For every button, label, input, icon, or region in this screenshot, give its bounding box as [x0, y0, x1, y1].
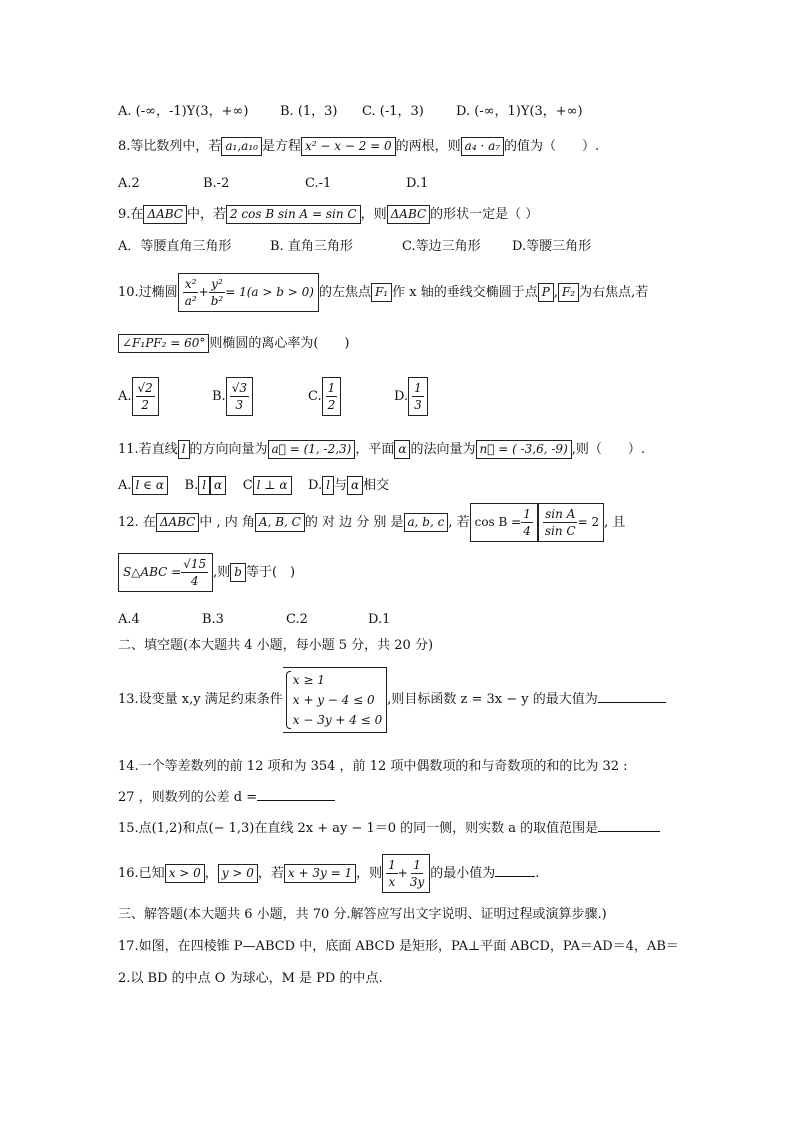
- q16-answer-blank[interactable]: [495, 876, 535, 877]
- q8-option-d: D.1: [406, 176, 429, 191]
- q12-formula-ratio: $\frac{\text{sin A}}{\text{sin C}}$ = 2: [538, 503, 604, 542]
- q12-stem-2: S△ABC = $\frac{√15}{4}$ ,则 b 等于( ): [118, 552, 295, 594]
- q9-option-a: A．等腰直角三角形: [118, 239, 232, 254]
- q11-option-c: l ⊥ α: [253, 476, 292, 495]
- q11-normal-vector: n⃗ = ( -3,6, -9): [476, 440, 572, 459]
- q13-stem: 13.设变量 x,y 满足约束条件 x ≥ 1 x + y − 4 ≤ 0 x − 3y + 4 ≤ 0 ,则目标函数 z = 3x − y 的最大值为: [118, 664, 666, 736]
- q7-option-b: B. (1，3): [280, 104, 338, 119]
- q10-ellipse-equation: $\frac{\text{x²}}{\text{a²}}$ + $\frac{\text{y²}}{\text{b²}}$ = 1(a > b > 0): [178, 273, 319, 312]
- q10-option-a: A. $\frac{√2}{2}$: [118, 376, 159, 418]
- q7-option-a: A. (-∞，-1)Y(3，+∞): [118, 104, 249, 119]
- q16-stem: 16.已知 x > 0 ， y > 0 ，若 x + 3y = 1 ，则 $\frac{1}{x}$ + $\frac{1}{3y}$ 的最小值为 .: [118, 853, 539, 895]
- q10-option-d: D. $\frac{1}{3}$: [394, 376, 428, 418]
- q9-stem: 9.在 ΔABC 中，若 2 cos B sin A = sin C ，则 ΔABC 的形状一定是（ ）: [118, 207, 539, 222]
- q16-formula-sum: $\frac{1}{x}$ + $\frac{1}{3y}$: [382, 854, 430, 893]
- q12-option-c: C.2: [286, 612, 308, 627]
- q8-option-a: A.2: [118, 176, 140, 191]
- q10-option-b: B. $\frac{√3}{3}$: [212, 376, 253, 418]
- q7-option-d: D. (-∞，1)Y(3，+∞): [456, 104, 583, 119]
- q9-formula-triangle-2: ΔABC: [387, 205, 431, 224]
- q11-option-a: l ∈ α: [132, 476, 168, 495]
- q14-line-1: 14.一个等差数列的前 12 项和为 354 ，前 12 项中偶数项的和与奇数项的和的比为 32 :: [118, 759, 628, 774]
- q9-option-c: C.等边三角形: [402, 239, 481, 254]
- q17-line-1: 17.如图，在四棱锥 P—ABCD 中，底面 ABCD 是矩形，PA⊥平面 ABCD，PA＝AD＝4，AB＝: [118, 939, 679, 954]
- q8-formula-equation: x² − x − 2 = 0: [301, 137, 396, 156]
- section-3-heading: 三、解答题(本大题共 6 小题，共 70 分.解答应写出文字说明、证明过程或演算步骤.): [118, 907, 607, 922]
- q10-formula-p: P: [538, 283, 554, 302]
- q8-option-b: B.-2: [203, 176, 230, 191]
- q10-formula-f1: F₁: [371, 283, 392, 302]
- q17-line-2: 2.以 BD 的中点 O 为球心，M 是 PD 的中点.: [118, 971, 383, 986]
- q9-formula-triangle: ΔABC: [143, 205, 187, 224]
- q15-stem: 15.点(1,2)和点(− 1,3)在直线 2x + ay − 1＝0 的同一侧，则实数 a 的取值范围是: [118, 819, 660, 839]
- q13-answer-blank[interactable]: [598, 702, 666, 703]
- q10-stem-2: ∠F₁PF₂ = 60° 则椭圆的离心率为( ): [118, 334, 350, 354]
- q15-answer-blank[interactable]: [598, 831, 660, 832]
- q8-formula-roots: a₁,a₁₀: [221, 137, 262, 156]
- q12-formula-cosb: cos B = $\frac{1}{4}$: [470, 503, 538, 542]
- q12-option-a: A.4: [118, 612, 140, 627]
- q12-formula-area: S△ABC = $\frac{√15}{4}$: [118, 553, 213, 592]
- q9-option-d: D.等腰三角形: [512, 239, 592, 254]
- q10-option-c: C. $\frac{1}{2}$: [308, 376, 341, 418]
- q14-line-2: 27 ，则数列的公差 d =: [118, 788, 335, 808]
- q13-constraint-system: x ≥ 1 x + y − 4 ≤ 0 x − 3y + 4 ≤ 0: [283, 667, 388, 733]
- q9-option-b: B. 直角三角形: [270, 239, 353, 254]
- q9-formula-condition: 2 cos B sin A = sin C: [226, 205, 361, 224]
- q8-stem: 8.等比数列中，若 a₁,a₁₀ 是方程 x² − x − 2 = 0 的两根，则 a₄ · a₇ 的值为（ ）.: [118, 139, 600, 154]
- q11-stem: 11.若直线 l 的方向向量为 a⃗ = (1, -2,3) ，平面 α 的法向量为 n⃗ = ( -3,6, -9) ,则（ ）.: [118, 442, 646, 457]
- q12-stem: 12. 在 ΔABC 中 , 内 角 A, B, C 的 对 边 分 别 是 a, b, c , 若 cos B = $\frac{1}{4}$ $\frac{\text{sin A}}{\text{sin C}}$ = 2 , 且: [118, 502, 625, 544]
- q11-options: A. l ∈ α B. l α C l ⊥ α D. l 与 α 相交: [118, 478, 390, 493]
- q10-formula-angle: ∠F₁PF₂ = 60°: [118, 334, 209, 353]
- q14-answer-blank[interactable]: [257, 800, 335, 801]
- q11-option-d: α: [347, 476, 363, 495]
- q8-formula-product: a₄ · a₇: [461, 137, 504, 156]
- q8-option-c: C.-1: [305, 176, 332, 191]
- q10-formula-f2: F₂: [558, 283, 579, 302]
- q10-stem: 10.过椭圆 $\frac{\text{x²}}{\text{a²}}$ + $\frac{\text{y²}}{\text{b²}}$ = 1(a > b > 0) 的左焦点 F₁ 作 x 轴的垂线交椭圆于点 P , F₂ 为右焦点,若: [118, 272, 648, 314]
- q12-option-b: B.3: [202, 612, 224, 627]
- q11-option-b: α: [210, 476, 226, 495]
- q11-direction-vector: a⃗ = (1, -2,3): [268, 440, 356, 459]
- q12-option-d: D.1: [368, 612, 391, 627]
- section-2-heading: 二、填空题(本大题共 4 小题，每小题 5 分，共 20 分): [118, 638, 434, 653]
- q7-option-c: C. (-1，3): [362, 104, 424, 119]
